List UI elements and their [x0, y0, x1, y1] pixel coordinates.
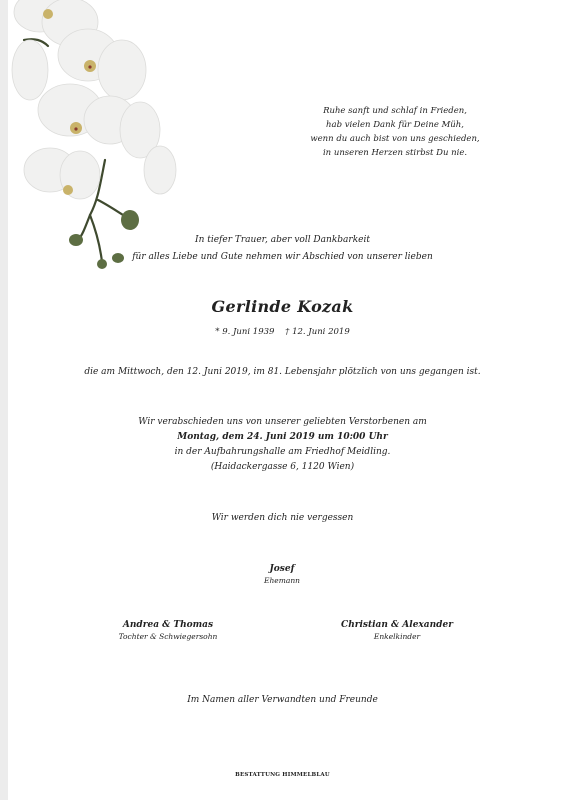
- poem: [300, 104, 490, 160]
- farewell-block: [0, 415, 565, 475]
- mourner-relation: Ehemann: [264, 576, 300, 585]
- mourner-name: Andrea & Thomas: [122, 620, 214, 630]
- family-line: Im Namen aller Verwandten und Freunde: [187, 695, 378, 705]
- intro-line-1: In tiefer Trauer, aber voll Dankbarkeit: [195, 235, 370, 245]
- birth-date: * 9. Juni 1939: [215, 327, 275, 337]
- intro-line-2: für alles Liebe und Gute nehmen wir Abschied von unserer lieben: [132, 252, 433, 262]
- page-edge: [0, 0, 8, 800]
- poem-line: Ruhe sanft und schlaf in Frieden,: [323, 106, 467, 116]
- mourner-christian-alexander: [297, 620, 497, 641]
- mourner-relation: Tochter & Schwiegersohn: [118, 632, 218, 641]
- poem-line: wenn du auch bist von uns geschieden,: [310, 134, 480, 144]
- farewell-place: in der Aufbahrungshalle am Friedhof Meidling.: [174, 447, 391, 457]
- poem-line: in unseren Herzen stirbst Du nie.: [322, 148, 468, 158]
- farewell-address: (Haidackergasse 6, 1120 Wien): [210, 462, 355, 472]
- mourner-relation: Enkelkinder: [373, 632, 421, 641]
- passing-text: die am Mittwoch, den 12. Juni 2019, im 81. Lebensjahr plötzlich von uns gegangen ist.: [84, 367, 481, 377]
- remembrance-text: Wir werden dich nie vergessen: [211, 513, 354, 523]
- mourner-andrea-thomas: [68, 620, 268, 641]
- mourner-name: Josef: [269, 564, 295, 574]
- deceased-name: Gerlinde Kozak: [211, 297, 354, 316]
- poem-line: hab vielen Dank für Deine Müh,: [326, 120, 464, 130]
- life-dates: [0, 327, 565, 337]
- farewell-line: Wir verabschieden uns von unserer geliebten Verstorbenen am: [138, 417, 427, 427]
- mourner-name: Christian & Alexander: [341, 620, 453, 630]
- undertaker-name: BESTATTUNG HIMMELBLAU: [235, 772, 330, 778]
- farewell-date-time: Montag, dem 24. Juni 2019 um 10:00 Uhr: [177, 432, 388, 442]
- death-date: † 12. Juni 2019: [285, 327, 350, 337]
- mourner-josef: [182, 564, 382, 585]
- intro-text: [0, 232, 565, 266]
